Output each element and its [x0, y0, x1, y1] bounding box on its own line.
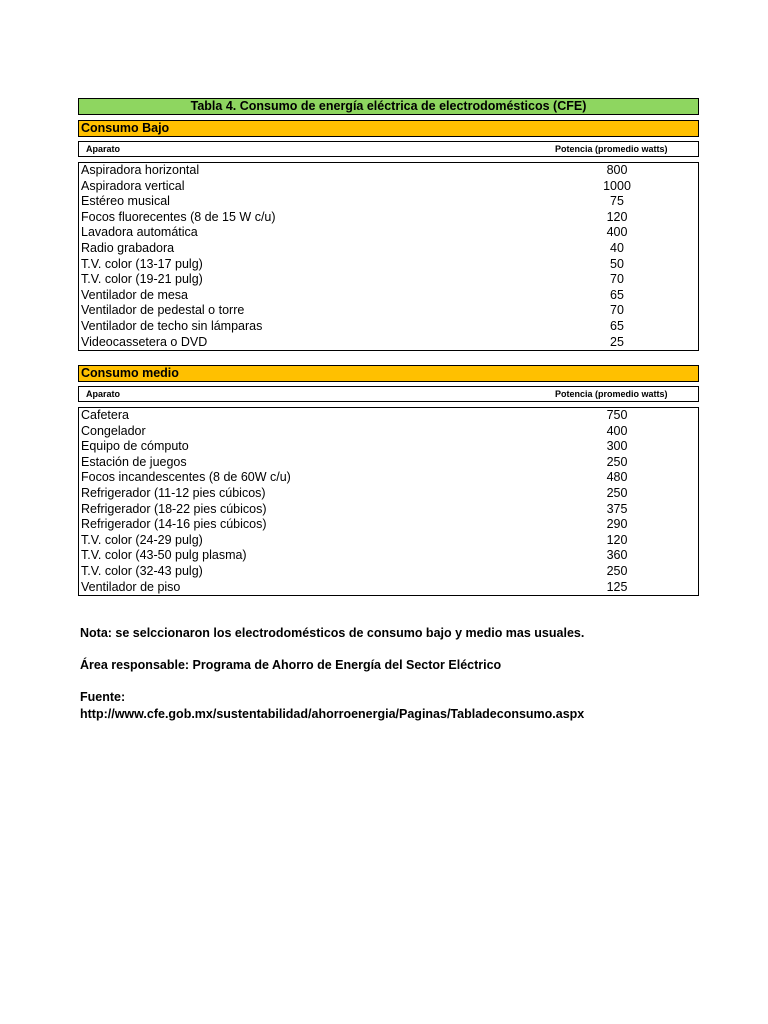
table-row — [79, 486, 698, 502]
device-power: 290 — [606, 517, 628, 532]
responsible-area-text: Área responsable: Programa de Ahorro de Energía del Sector Eléctrico — [80, 658, 502, 672]
table-row — [79, 303, 698, 319]
device-name: Focos fluorecentes (8 de 15 W c/u) — [81, 209, 276, 224]
table-row — [79, 257, 698, 273]
device-power: 65 — [610, 318, 624, 333]
table-row — [79, 580, 698, 596]
device-power: 250 — [606, 563, 628, 578]
device-power: 1000 — [603, 178, 631, 193]
table-row — [79, 517, 698, 533]
device-name: Radio grabadora — [81, 240, 175, 255]
table-row — [79, 319, 698, 335]
device-name: T.V. color (43-50 pulg plasma) — [81, 548, 247, 563]
table-row — [79, 163, 698, 179]
table-row — [79, 502, 698, 518]
device-name: Estéreo musical — [81, 194, 170, 209]
table-row — [79, 335, 698, 351]
device-name: Refrigerador (18-22 pies cúbicos) — [81, 501, 267, 516]
device-name: T.V. color (13-17 pulg) — [81, 256, 203, 271]
device-power: 65 — [610, 287, 624, 302]
table-row — [79, 408, 698, 424]
device-power: 120 — [606, 209, 628, 224]
device-power: 480 — [606, 470, 628, 485]
column-device-label: Aparato — [86, 144, 121, 154]
table-row — [79, 564, 698, 580]
device-power: 50 — [610, 256, 624, 271]
device-name: Ventilador de mesa — [81, 287, 189, 302]
table-row — [79, 439, 698, 455]
low-consumption-list — [78, 162, 699, 351]
device-power: 25 — [610, 334, 624, 349]
device-power: 250 — [606, 485, 628, 500]
device-name: Videocassetera o DVD — [81, 334, 208, 349]
device-power: 375 — [606, 501, 628, 516]
section-medium-header: Consumo medio — [78, 365, 699, 382]
low-column-headers — [78, 141, 699, 157]
device-name: Estación de juegos — [81, 454, 187, 469]
device-power: 400 — [606, 225, 628, 240]
device-name: T.V. color (24-29 pulg) — [81, 532, 203, 547]
device-power: 250 — [606, 454, 628, 469]
device-name: Refrigerador (14-16 pies cúbicos) — [81, 517, 267, 532]
column-power-label: Potencia (promedio watts) — [555, 389, 668, 399]
device-name: Congelador — [81, 423, 146, 438]
device-name: Ventilador de pedestal o torre — [81, 303, 245, 318]
device-power: 750 — [606, 408, 628, 422]
device-name: Lavadora automática — [81, 225, 198, 240]
device-power: 360 — [606, 548, 628, 563]
source-url: http://www.cfe.gob.mx/sustentabilidad/ahorroenergia/Paginas/Tabladeconsumo.aspx — [80, 707, 585, 721]
device-name: Aspiradora vertical — [81, 178, 185, 193]
device-name: Ventilador de piso — [81, 579, 181, 594]
device-power: 120 — [606, 532, 628, 547]
device-name: T.V. color (19-21 pulg) — [81, 272, 203, 287]
section-low-header: Consumo Bajo — [78, 120, 699, 137]
device-name: Focos incandescentes (8 de 60W c/u) — [81, 470, 291, 485]
device-power: 400 — [606, 423, 628, 438]
medium-consumption-list — [78, 407, 699, 596]
column-power-label: Potencia (promedio watts) — [555, 144, 668, 154]
table-row — [79, 210, 698, 226]
table-row — [79, 424, 698, 440]
table-row — [79, 470, 698, 486]
table-row — [79, 272, 698, 288]
device-power: 800 — [606, 163, 628, 177]
table-row — [79, 548, 698, 564]
device-power: 70 — [610, 303, 624, 318]
table-row — [79, 241, 698, 257]
device-power: 75 — [610, 194, 624, 209]
device-power: 125 — [606, 579, 628, 594]
device-power: 40 — [610, 240, 624, 255]
device-name: Cafetera — [81, 408, 129, 422]
table-row — [79, 179, 698, 195]
table-row — [79, 194, 698, 210]
device-name: T.V. color (32-43 pulg) — [81, 563, 203, 578]
table-row — [79, 455, 698, 471]
source-label: Fuente: — [80, 690, 126, 704]
device-power: 300 — [606, 439, 628, 454]
device-name: Refrigerador (11-12 pies cúbicos) — [81, 485, 266, 500]
note-text: Nota: se selccionaron los electrodomésticos de consumo bajo y medio mas usuales. — [80, 626, 585, 640]
device-power: 70 — [610, 272, 624, 287]
table-title: Tabla 4. Consumo de energía eléctrica de electrodomésticos (CFE) — [78, 98, 699, 115]
column-device-label: Aparato — [86, 389, 121, 399]
table-row — [79, 288, 698, 304]
device-name: Aspiradora horizontal — [81, 163, 200, 177]
device-name: Equipo de cómputo — [81, 439, 189, 454]
device-name: Ventilador de techo sin lámparas — [81, 318, 263, 333]
table-row — [79, 225, 698, 241]
table-row — [79, 533, 698, 549]
medium-column-headers — [78, 386, 699, 402]
